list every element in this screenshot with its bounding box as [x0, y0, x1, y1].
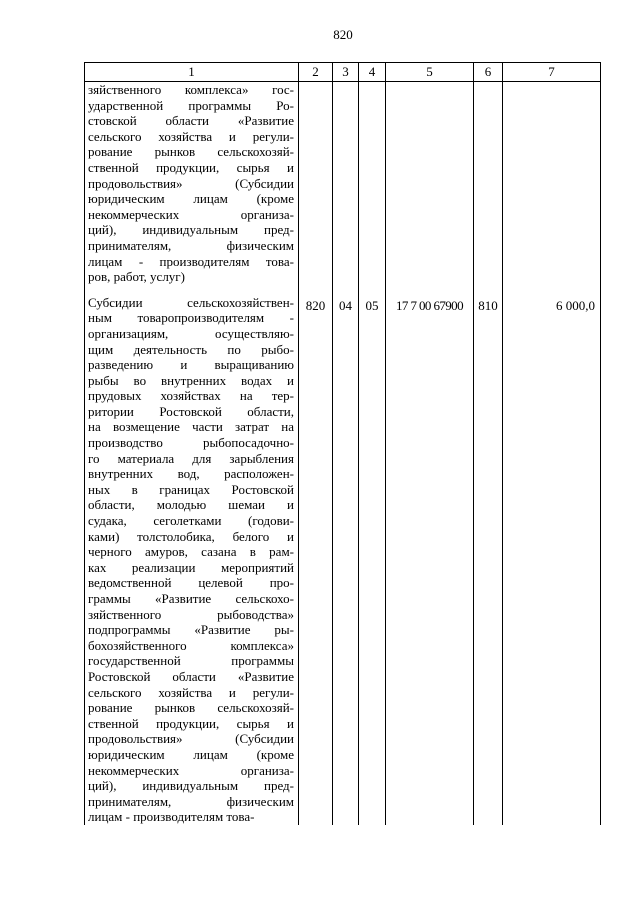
desc-line: ритории Ростовской области,	[88, 403, 294, 419]
header-col-5: 5	[386, 63, 474, 82]
table-row	[85, 82, 601, 285]
cell-col-6	[474, 82, 503, 285]
desc-line: юридическим лицам (кроме	[88, 746, 294, 762]
desc-line: области, молодью шемаи и	[88, 497, 294, 513]
desc-line: некоммерческих организа-	[88, 206, 294, 222]
cell-col-5	[386, 82, 474, 285]
desc-line: разведению и выращиванию	[88, 357, 294, 373]
desc-line: лицам - производителям това-	[88, 809, 255, 825]
desc-line: судака, сеголетками (годови-	[88, 513, 294, 529]
cell-col-4	[359, 82, 386, 285]
desc-line: щим деятельность по рыбо-	[88, 341, 294, 357]
desc-line: производство рыбопосадочно-	[88, 435, 294, 451]
cell-col-6: 810	[474, 295, 503, 825]
desc-line: бохозяйственного комплекса»	[88, 637, 294, 653]
desc-line: сельского хозяйства и регули-	[88, 128, 294, 144]
row-description	[85, 82, 299, 285]
desc-line: ций), индивидуальным пред-	[88, 222, 294, 238]
desc-line: ках реализации мероприятий	[88, 559, 294, 575]
cell-col-7	[503, 82, 601, 285]
desc-line: организациям, осуществляю-	[88, 325, 294, 341]
header-col-2: 2	[299, 63, 333, 82]
table-header	[85, 63, 601, 82]
desc-line: ударственной программы Ро-	[88, 97, 294, 113]
cell-col-3	[333, 82, 359, 285]
budget-table	[84, 62, 601, 825]
cell-col-7: 6 000,0	[503, 295, 601, 825]
header-col-7: 7	[503, 63, 601, 82]
header-row	[85, 63, 601, 82]
cell-col-5: 17 7 00 67900	[386, 295, 474, 825]
header-col-6: 6	[474, 63, 503, 82]
desc-line: рыбы во внутренних водах и	[88, 372, 294, 388]
desc-line: Субсидии сельскохозяйствен-	[88, 294, 294, 310]
desc-line: юридическим лицам (кроме	[88, 191, 294, 207]
cell-col-3: 04	[333, 295, 359, 825]
desc-line: ций), индивидуальным пред-	[88, 778, 294, 794]
desc-line: ров, работ, услуг)	[88, 269, 185, 285]
desc-line: продовольствия» (Субсидии	[88, 175, 294, 191]
desc-line: лицам - производителям това-	[88, 253, 294, 269]
desc-line: на возмещение части затрат на	[88, 419, 294, 435]
desc-line: зяйственного комплекса» гос-	[88, 82, 294, 97]
desc-line: продовольствия» (Субсидии	[88, 731, 294, 747]
desc-line: Ростовской области «Развитие	[88, 668, 294, 684]
desc-line: стовской области «Развитие	[88, 113, 294, 129]
header-col-3: 3	[333, 63, 359, 82]
desc-line: принимателям, физическим	[88, 237, 294, 253]
desc-line: зяйственного рыбоводства»	[88, 606, 294, 622]
desc-line: принимателям, физическим	[88, 793, 294, 809]
table-row	[85, 295, 601, 825]
desc-line: ками) толстолобика, белого и	[88, 528, 294, 544]
desc-line: ведомственной целевой про-	[88, 575, 294, 591]
desc-line: прудовых хозяйствах на тер-	[88, 388, 294, 404]
desc-line: рование рынков сельскохозяй-	[88, 700, 294, 716]
desc-line: сельского хозяйства и регули-	[88, 684, 294, 700]
desc-line: ственной продукции, сырья и	[88, 159, 294, 175]
desc-line: рование рынков сельскохозяй-	[88, 144, 294, 160]
row-description	[85, 295, 299, 825]
desc-line: подпрограммы «Развитие ры-	[88, 622, 294, 638]
desc-line: граммы «Развитие сельскохо-	[88, 591, 294, 606]
page-number: 820	[333, 27, 353, 42]
desc-line: внутренних вод, расположен-	[88, 466, 294, 482]
header-col-4: 4	[359, 63, 386, 82]
row-spacer	[85, 285, 601, 295]
desc-line: государственной программы	[88, 653, 294, 669]
desc-line: некоммерческих организа-	[88, 762, 294, 778]
header-col-1: 1	[85, 63, 299, 82]
desc-line: го материала для зарыбления	[88, 450, 294, 466]
cell-col-2	[299, 82, 333, 285]
cell-col-4: 05	[359, 295, 386, 825]
desc-line: ных в границах Ростовской	[88, 481, 294, 497]
cell-col-2: 820	[299, 295, 333, 825]
desc-line: ным товаропроизводителям -	[88, 310, 294, 326]
desc-line: черного амуров, сазана в рам-	[88, 544, 294, 560]
desc-line: ственной продукции, сырья и	[88, 715, 294, 731]
